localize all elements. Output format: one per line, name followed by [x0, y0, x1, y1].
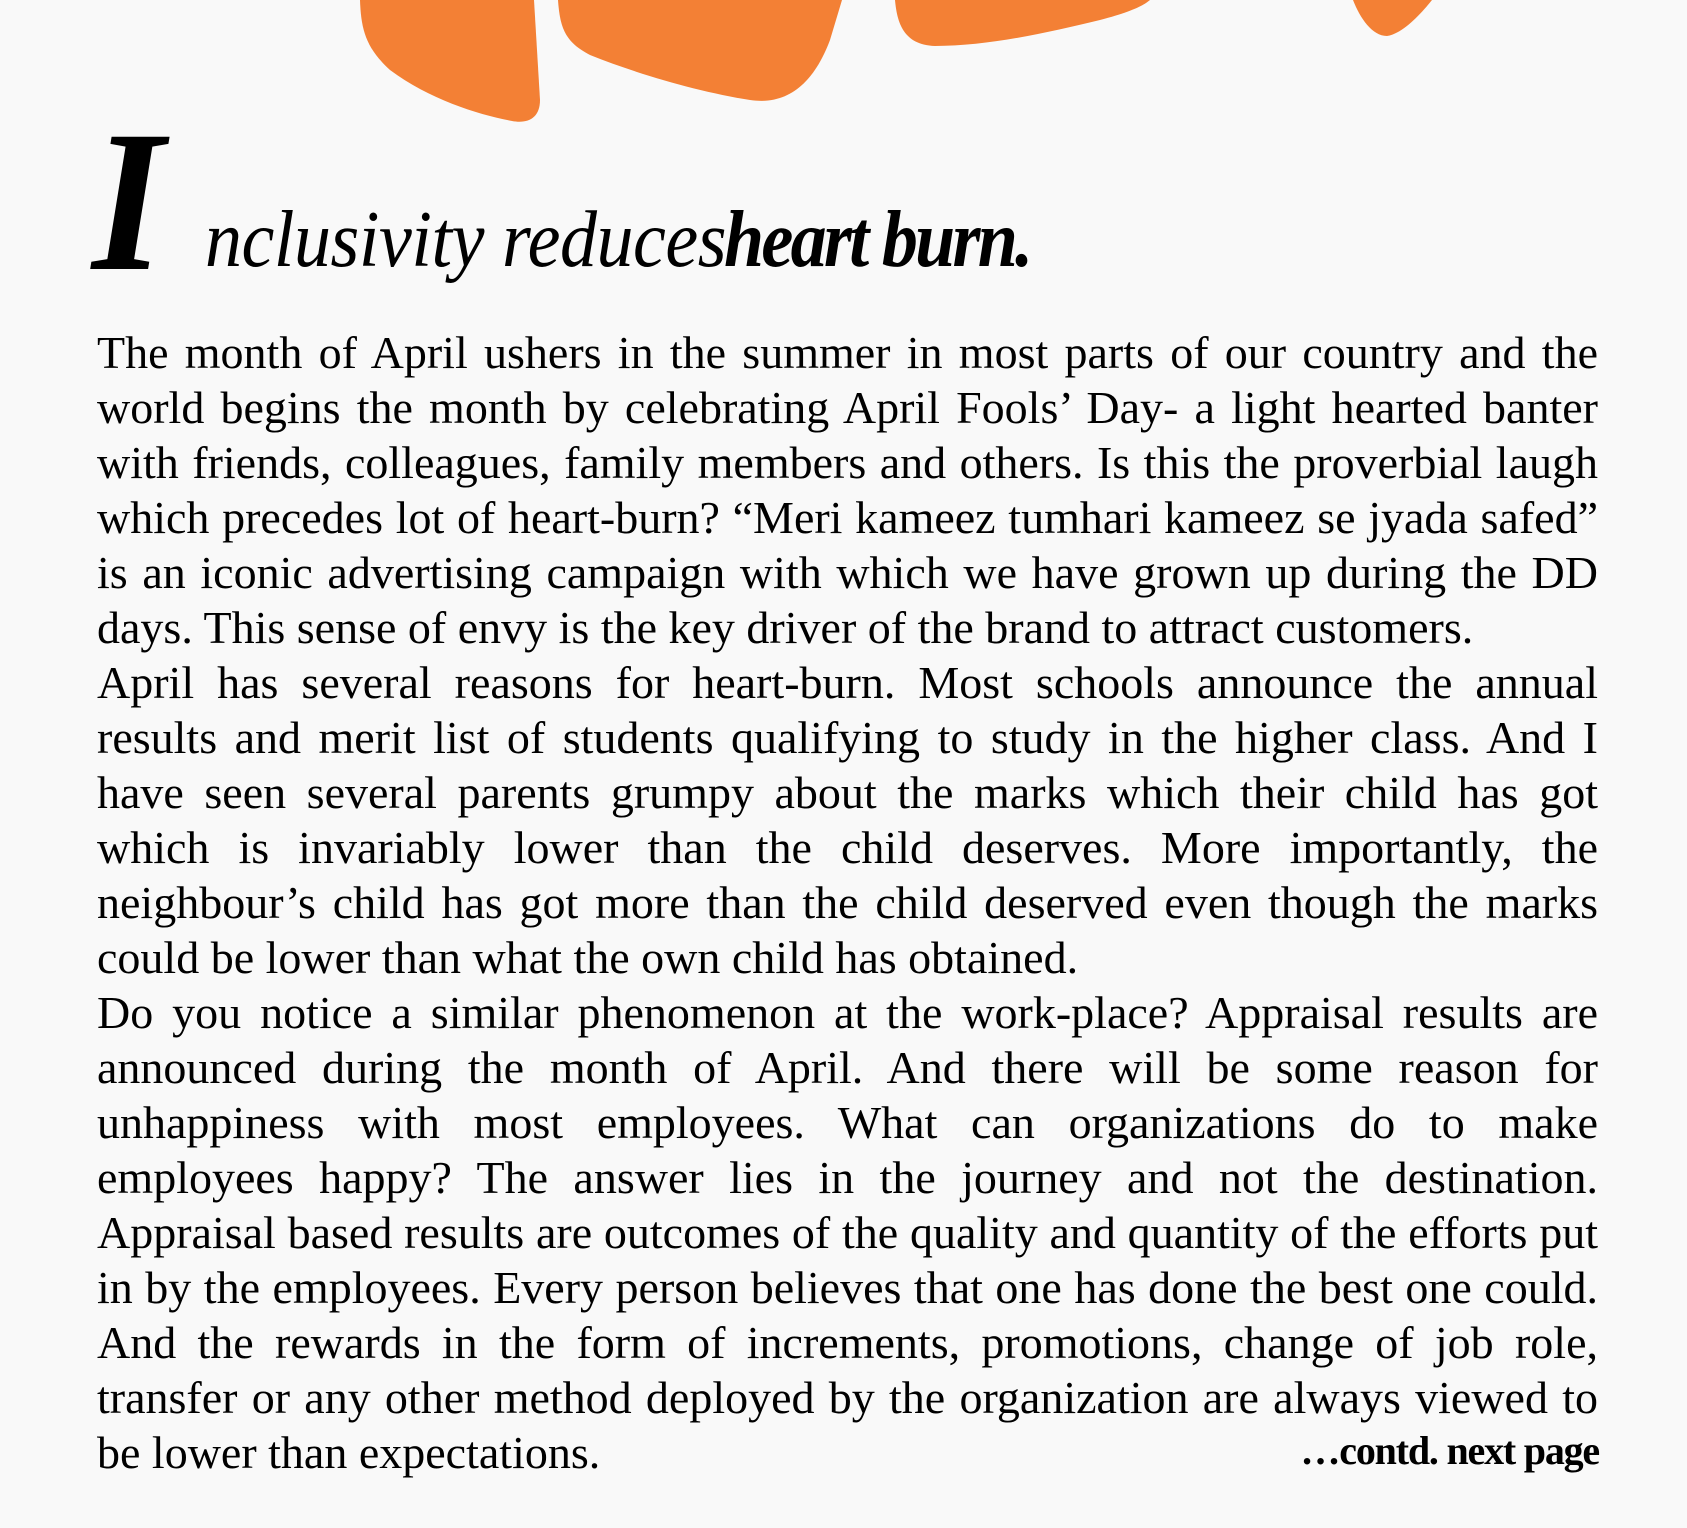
- orange-blob: [360, 0, 540, 122]
- orange-blob: [558, 0, 842, 101]
- title-bold-text: heart burn.: [724, 196, 1031, 284]
- continued-next-page-note: …contd. next page: [1300, 1428, 1599, 1473]
- orange-decorative-blobs: [0, 0, 1687, 140]
- paragraph-3: Do you notice a similar phenomenon at the work-place? Appraisal results are announced during the month of April. And there will be some reason for unhappiness with most employees. What can organizations do to make employees happy? The answer lies in the journey and not the destination. Appraisal based results are outcomes of the quality and quantity of the efforts put in by the employees. Every person believes that one has done the best one could. And the rewards in the form of increments, promotions, change of job role, transfer or any other method deployed by the organization are always viewed to be lower than expectations.: [97, 987, 1598, 1478]
- title-drop-cap: I: [92, 89, 165, 313]
- paragraph-2: April has several reasons for heart-burn. Most schools announce the annual results and merit list of students qualifying to study in the higher class. And I have seen several parents grumpy about the marks which their child has got which is invariably lower than the child deserves. More importantly, the neighbour’s child has got more than the child deserved even though the marks could be lower than what the own child has obtained.: [97, 657, 1598, 983]
- paragraph-1: The month of April ushers in the summer in most parts of our country and the world begins the month by celebrating April Fools’ Day- a light hearted banter with friends, colleagues, family members and others. Is this the proverbial laugh which precedes lot of heart-burn? “Meri kameez tumhari kameez se jyada safed” is an iconic advertising campaign with which we have grown up during the DD days. This sense of envy is the key driver of the brand to attract customers.: [97, 327, 1598, 653]
- orange-blob: [1353, 0, 1432, 36]
- article-body: [97, 325, 1598, 1480]
- orange-blob: [895, 0, 1150, 46]
- title-regular-text: nclusivity reduces: [205, 196, 727, 284]
